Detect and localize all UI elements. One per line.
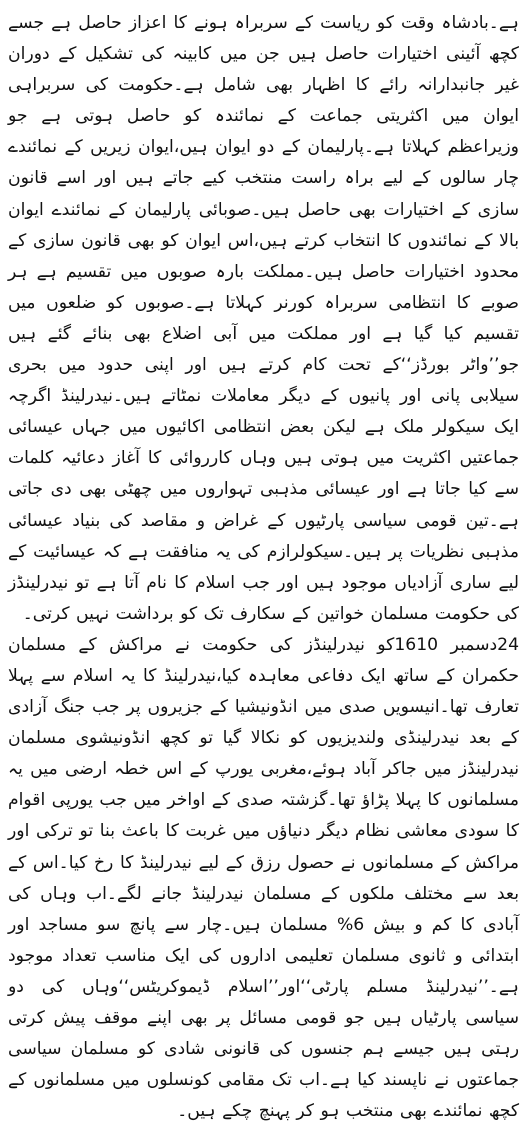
paragraph-2: 24دسمبر 1610کو نیدرلینڈز کی حکومت نے مراکش کے مسلمان حکمران کے ساتھ ایک دفاعی معاہدہ کیا،نیدرلینڈ کا یہ اسلام سے پہلا تعارف تھا۔انیسویں صدی میں انڈونیشیا کے جزیروں پر جب جنگ آزادی کے بعد نیدرلینڈی ولندیزیوں کو نکالا گیا تو کچھ انڈونیشوی مسلمان نیدرلینڈز میں جاکر آباد ہوئے،مغربی یورپ کے اس خطہ ارضی میں یہ مسلمانوں کا پہلا پڑاؤ تھا۔گزشتہ صدی کے اواخر میں جب یورپی اقوام کا سودی معاشی نظام دیگر دنیاؤں میں غربت کا باعث بنا تو ترکی اور مراکش کے مسلمانوں نے حصول رزق کے لیے نیدرلینڈ کا رخ کیا۔اس کے بعد سے مختلف ملکوں کے مسلمان نیدرلینڈ جانے لگے۔اب وہاں کی آبادی کا کم و بیش 6% مسلمان ہیں۔چار سے پانچ سو مساجد اور ابتدائی و ثانوی مسلمان تعلیمی اداروں کی ایک مناسب تعداد موجود ہے۔’’نیدرلینڈ مسلم پارٹی‘‘اور’’اسلام ڈیموکریٹس‘‘وہاں کی دو سیاسی پارٹیاں ہیں جو قومی مسائل پر بھی اپنے موقف پیش کرتی رہتی ہیں جیسے ہم جنسوں کی قانونی شادی کو مسلمان سیاسی جماعتوں نے ناپسند کیا ہے۔اب تک مقامی کونسلوں میں مسلمانوں کے کچھ نمائندے بھی منتخب ہو کر پہنچ چکے ہیں۔ bbox=[8, 634, 520, 1122]
article-body bbox=[8, 8, 519, 1127]
paragraph-1: ہے۔بادشاہ وقت کو ریاست کے سربراہ ہونے کا اعزاز حاصل ہے جسے کچھ آئینی اختیارات حاصل ہیں جن میں کابینہ کی تشکیل کے دوران غیر جانبدارانہ رائے کا اظہار بھی شامل ہے۔حکومت کی سربراہی ایوان میں اکثریتی جماعت کے نمائندہ کو حاصل ہوتی ہے جو وزیراعظم کہلاتا ہے۔پارلیمان کے دو ایوان ہیں،ایوان زیریں کے نمائندے چار سالوں کے لیے براہ راست منتخب کیے جاتے ہیں اور اسے قانون سازی کے اختیارات بھی حاصل ہیں۔صوبائی پارلیمان کے نمائندے ایوان بالا کے نمائندوں کا انتخاب کرتے ہیں،اس ایوان کو بھی قانون سازی کے محدود اختیارات حاصل ہیں۔مملکت بارہ صوبوں میں تقسیم ہے ہر صوبے کا انتظامی سربراہ کورنر کہلاتا ہے۔صوبوں کو ضلعوں میں تقسیم کیا گیا ہے اور مملکت میں آبی اضلاع بھی بنائے گئے ہیں جو’’واٹر بورڈز‘‘کے تحت کام کرتے ہیں اور اپنی حدود میں بحری سیلابی پانی اور پانیوں کے دیگر معاملات نمٹاتے ہیں۔نیدرلینڈ اگرچہ ایک سیکولر ملک ہے لیکن بعض انتظامی اکائیوں میں جہاں عیسائی جماعتیں اکثریت میں ہوتی ہیں وہاں کارروائی کا آغاز دعائیہ کلمات سے کیا جاتا ہے اور عیسائی مذہبی تہواروں میں چھٹی بھی دی جاتی ہے۔تین قومی سیاسی پارٹیوں کے غراض و مقاصد کی بنیاد عیسائی مذہبی نظریات پر ہیں۔سیکولرازم کی یہ منافقت ہے کہ عیسائیت کے لیے ساری آزادیاں موجود ہیں اور جب اسلام کا نام آتا ہے تو نیدرلینڈز کی حکومت مسلمان خواتین کے سکارف تک کو برداشت نہیں کرتی۔ bbox=[8, 13, 519, 624]
